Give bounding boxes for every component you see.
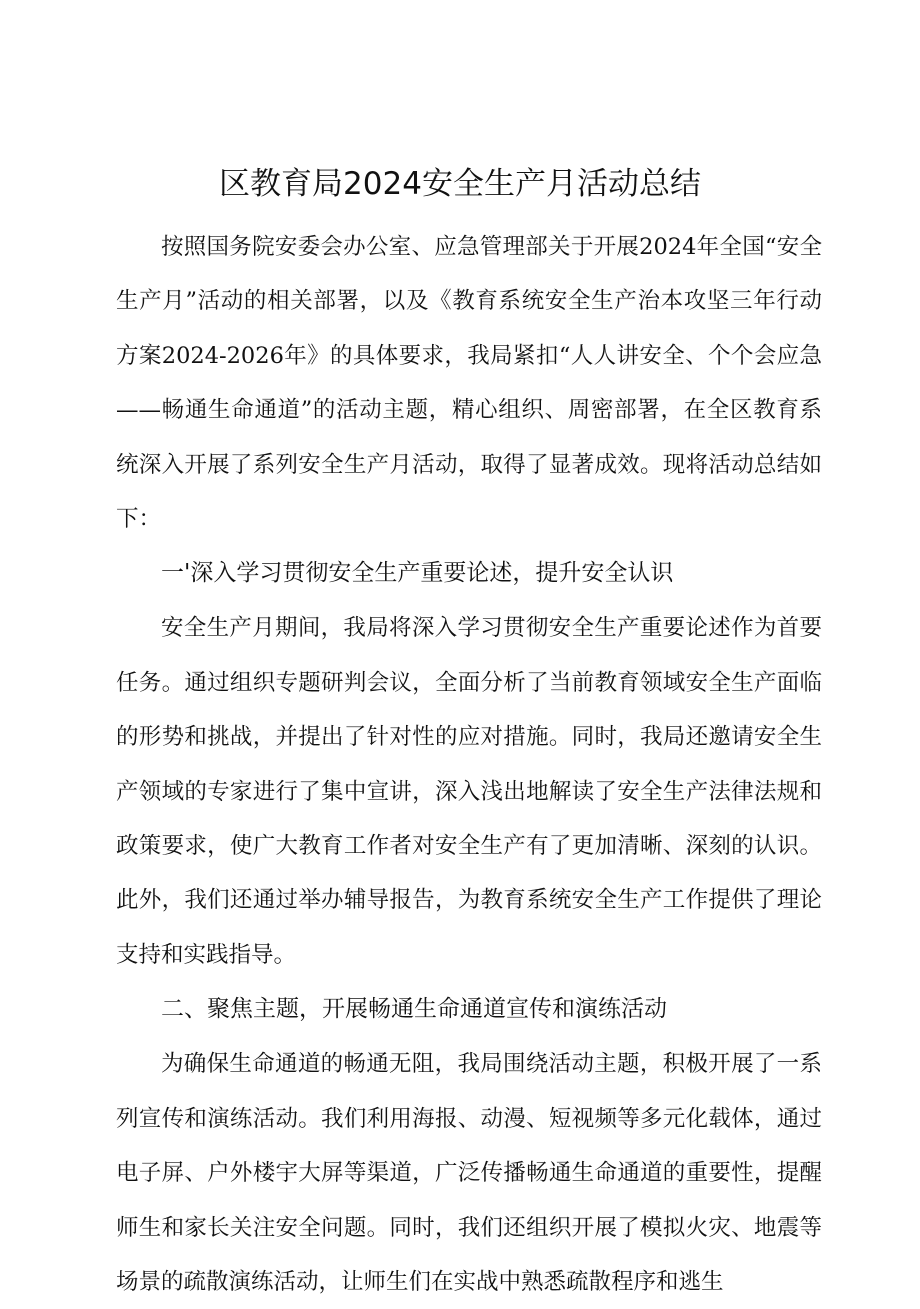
- section-1-paragraph: 安全生产月期间，我局将深入学习贯彻安全生产重要论述作为首要任务。通过组织专题研判会议，全面分析了当前教育领域安全生产面临的形势和挑战，并提出了针对性的应对措施。同时，我局还邀请安全生产领域的专家进行了集中宣讲，深入浅出地解读了安全生产法律法规和政策要求，使广大教育工作者对安全生产有了更加清晰、深刻的认识。此外，我们还通过举办辅导报告，为教育系统安全生产工作提供了理论支持和实践指导。: [116, 615, 822, 968]
- section-1-heading: 一'深入学习贯彻安全生产重要论述，提升安全认识: [161, 560, 674, 587]
- document-body: [116, 220, 822, 1309]
- document-title: 区教育局2024安全生产月活动总结: [219, 166, 701, 202]
- intro-paragraph: 按照国务院安委会办公室、应急管理部关于开展2024年全国“安全生产月”活动的相关部署，以及《教育系统安全生产治本攻坚三年行动方案2024-2026年》的具体要求，我局紧扣“人人讲安全、个个会应急——畅通生命通道”的活动主题，精心组织、周密部署，在全区教育系统深入开展了系列安全生产月活动，取得了显著成效。现将活动总结如下：: [116, 234, 822, 533]
- section-2-heading: 二、聚焦主题，开展畅通生命通道宣传和演练活动: [161, 996, 667, 1023]
- section-2-paragraph: 为确保生命通道的畅通无阻，我局围绕活动主题，积极开展了一系列宣传和演练活动。我们利用海报、动漫、短视频等多元化载体，通过电子屏、户外楼宇大屏等渠道，广泛传播畅通生命通道的重要性，提醒师生和家长关注安全问题。同时，我们还组织开展了模拟火灾、地震等场景的疏散演练活动，让师生们在实战中熟悉疏散程序和逃生: [116, 1051, 822, 1295]
